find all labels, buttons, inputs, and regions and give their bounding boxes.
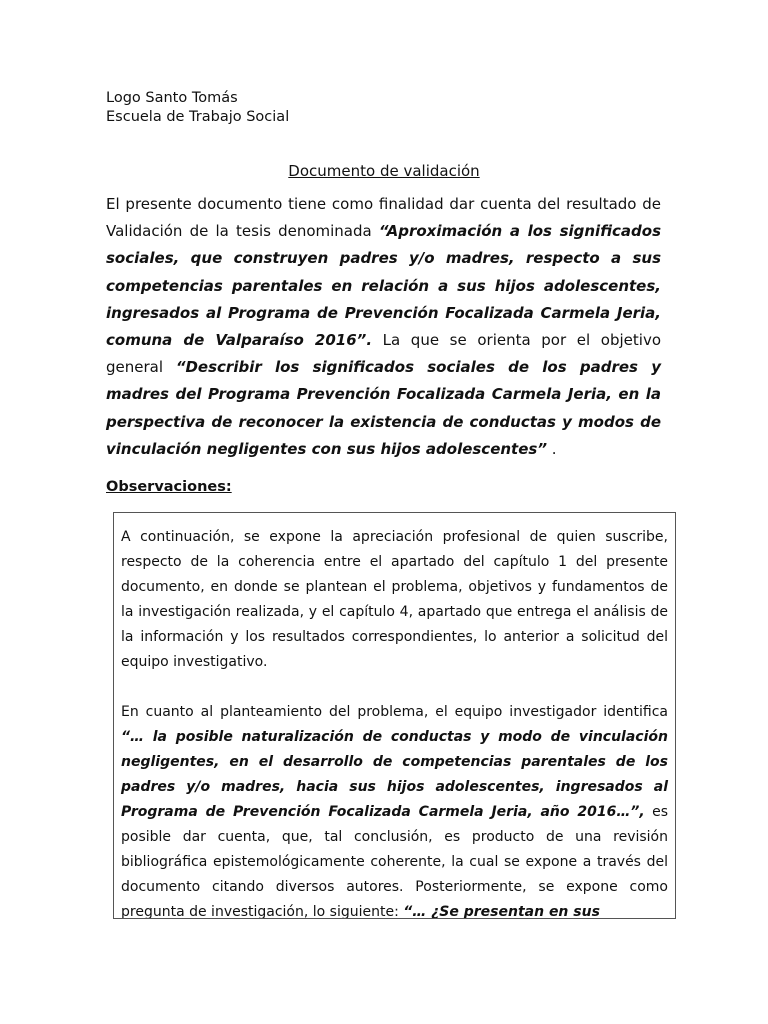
intro-text-2: La que se orienta por el objetivo general xyxy=(106,331,661,377)
observations-heading: Observaciones: xyxy=(106,479,232,495)
observation-paragraph-1: A continuación, se expone la apreciación profesional de quien suscribe, respecto de la coherencia entre el apartado del capítulo 1 del presente documento, en donde se plantean el problema, objetivos y fundamentos de la investigación realizada, y el capítulo 4, apartado que entrega el análisis de la información y los resultados correspondientes, lo anterior a solicitud del equipo investigativo. xyxy=(121,529,668,670)
intro-paragraph xyxy=(106,191,661,463)
research-question-quote: “… ¿Se presentan en sus xyxy=(403,904,600,919)
observation-p2-text-1: En cuanto al planteamiento del problema, el equipo investigador identifica xyxy=(121,704,668,720)
problem-quote: “… la posible naturalización de conductas y modo de vinculación negligentes, en el desarrollo de competencias parentales de los padres y/o madres, hacia sus hijos adolescentes, ingresados al Programa de Prevención Focalizada Carmela Jeria, año 2016…”, xyxy=(121,729,668,820)
document-header xyxy=(106,89,289,127)
school-name: Escuela de Trabajo Social xyxy=(106,109,290,125)
thesis-title: “Aproximación a los significados sociales, que construyen padres y/o madres, respecto a sus competencias parentales en relación a sus hijos adolescentes, ingresados al Programa de Prevención Focalizada Carmela Jeria, comuna de Valparaíso 2016”. xyxy=(106,222,661,350)
logo-placeholder-text: Logo Santo Tomás xyxy=(106,90,238,106)
observation-p2-text-2: es posible dar cuenta, que, tal conclusión, es producto de una revisión bibliográfica epistemológicamente coherente, la cual se expone a través del documento citando diversos autores. Posteriormente, se expone como pregunta de investigación, lo siguiente: xyxy=(121,804,669,919)
intro-text-3: . xyxy=(546,439,557,458)
intro-text-1: El presente documento tiene como finalidad dar cuenta del resultado de Validación de la tesis denominada xyxy=(106,195,661,241)
observations-box xyxy=(113,512,676,919)
document-title: Documento de validación xyxy=(288,162,480,180)
general-objective: “Describir los significados sociales de los padres y madres del Programa Prevención Focalizada Carmela Jeria, en la perspectiva de reconocer la existencia de conductas y modos de vinculación negligentes con sus hijos adolescentes” xyxy=(106,358,662,458)
observation-paragraph-2 xyxy=(121,700,668,919)
